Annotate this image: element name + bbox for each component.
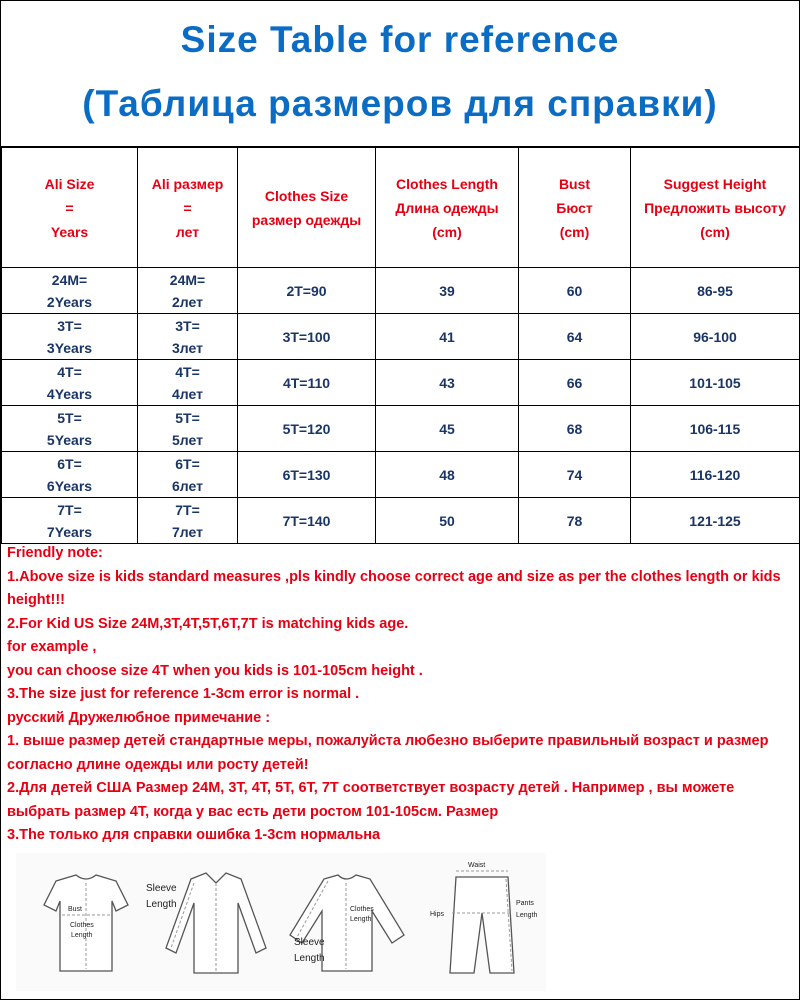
table-row [2,452,800,498]
note-line: 3.The только для справки ошибка 1-3cm нормальна [7,827,381,843]
height-cell: 96-100 [631,314,800,360]
title-russian: (Таблица размеров для справки) [82,83,718,124]
length-cell: 45 [376,406,519,452]
note-line: 3.The size just for reference 1-3cm error is normal . [7,686,360,702]
note-line: 1. выше размер детей стандартные меры, пожалуйста любезно выберите правильный возраст и размер согласно длине одежды или росту детей! [7,733,769,773]
sleeve-length-label: Length [146,899,177,910]
ali-size-ru-cell: 3T= 3лет [138,314,238,360]
raglan-sleeve-length-label: Length [294,953,325,964]
header-bust: Bust Бюст (cm) [519,148,631,268]
title-block [1,1,799,147]
ali-size-cell: 6T= 6Years [2,452,138,498]
raglan-sleeve-label: Sleeve [294,937,325,948]
raglan-diagram [290,875,404,971]
hips-label: Hips [430,911,445,918]
note-line: 1.Above size is kids standard measures ,pls kindly choose correct age and size as per the clothes length or kids height!!! [7,568,781,608]
header-ali-size: Ali Size = Years [2,148,138,268]
pants-diagram [430,862,538,973]
shirt-diagram [146,873,266,973]
ali-size-cell: 4T= 4Years [2,360,138,406]
bust-cell: 64 [519,314,631,360]
note-heading-ru: русский Дружелюбное примечание : [7,709,271,726]
height-cell: 121-125 [631,498,800,544]
ali-size-ru-cell: 5T= 5лет [138,406,238,452]
height-cell: 116-120 [631,452,800,498]
bust-cell: 68 [519,406,631,452]
ali-size-ru-cell: 4T= 4лет [138,360,238,406]
sleeve-label: Sleeve [146,883,177,894]
clothes-size-cell: 3T=100 [238,314,376,360]
ali-size-ru-cell: 6T= 6лет [138,452,238,498]
table-row [2,360,800,406]
clothes-label: Clothes [70,922,94,929]
clothes-size-cell: 7T=140 [238,498,376,544]
clothes-size-cell: 2T=90 [238,268,376,314]
measurement-illustration [16,853,546,991]
header-suggest-height: Suggest Height Предложить высоту (cm) [631,148,800,268]
bust-cell: 78 [519,498,631,544]
bust-cell: 66 [519,360,631,406]
note-line: 2.Для детей США Размер 24M, 3T, 4T, 5T, 6T, 7T соответствует возрасту детей . Например , вы можете выбрать размер 4T, когда у вас есть дети ростом 101-105см. Размер [7,780,735,820]
bust-cell: 74 [519,452,631,498]
bust-cell: 60 [519,268,631,314]
size-table-header-row [2,148,800,268]
table-row [2,498,800,544]
ali-size-ru-cell: 24M= 2лет [138,268,238,314]
clothes-size-cell: 5T=120 [238,406,376,452]
height-cell: 86-95 [631,268,800,314]
ali-size-cell: 24M= 2Years [2,268,138,314]
length-cell: 39 [376,268,519,314]
length-cell: 48 [376,452,519,498]
title-english: Size Table for reference [180,19,620,60]
length-cell: 41 [376,314,519,360]
length-cell: 43 [376,360,519,406]
ali-size-cell: 5T= 5Years [2,406,138,452]
clothes-size-cell: 4T=110 [238,360,376,406]
pants-label: Pants [516,900,534,907]
notes-block [7,542,797,848]
tshirt-diagram [44,875,128,971]
ali-size-cell: 3T= 3Years [2,314,138,360]
waist-label: Waist [468,862,486,869]
table-row [2,406,800,452]
note-line: for example , [7,639,97,655]
clothes-size-cell: 6T=130 [238,452,376,498]
height-cell: 106-115 [631,406,800,452]
ali-size-cell: 7T= 7Years [2,498,138,544]
raglan-length-label: Length [350,916,372,923]
height-cell: 101-105 [631,360,800,406]
length-label: Length [71,932,93,939]
header-clothes-size: Clothes Size размер одежды [238,148,376,268]
header-ali-size-ru: Ali размер = лет [138,148,238,268]
note-line: 2.For Kid US Size 24M,3T,4T,5T,6T,7T is matching kids age. [7,615,409,632]
size-table [1,147,800,544]
raglan-clothes-label: Clothes [350,906,374,913]
header-clothes-length: Clothes Length Длина одежды (cm) [376,148,519,268]
table-row [2,314,800,360]
bust-label: Bust [68,906,83,913]
ali-size-ru-cell: 7T= 7лет [138,498,238,544]
length-cell: 50 [376,498,519,544]
table-row [2,268,800,314]
pants-length-label: Length [516,912,538,919]
note-heading: Friendly note: [7,545,103,561]
note-line: you can choose size 4T when you kids is 101-105cm height . [7,662,423,679]
